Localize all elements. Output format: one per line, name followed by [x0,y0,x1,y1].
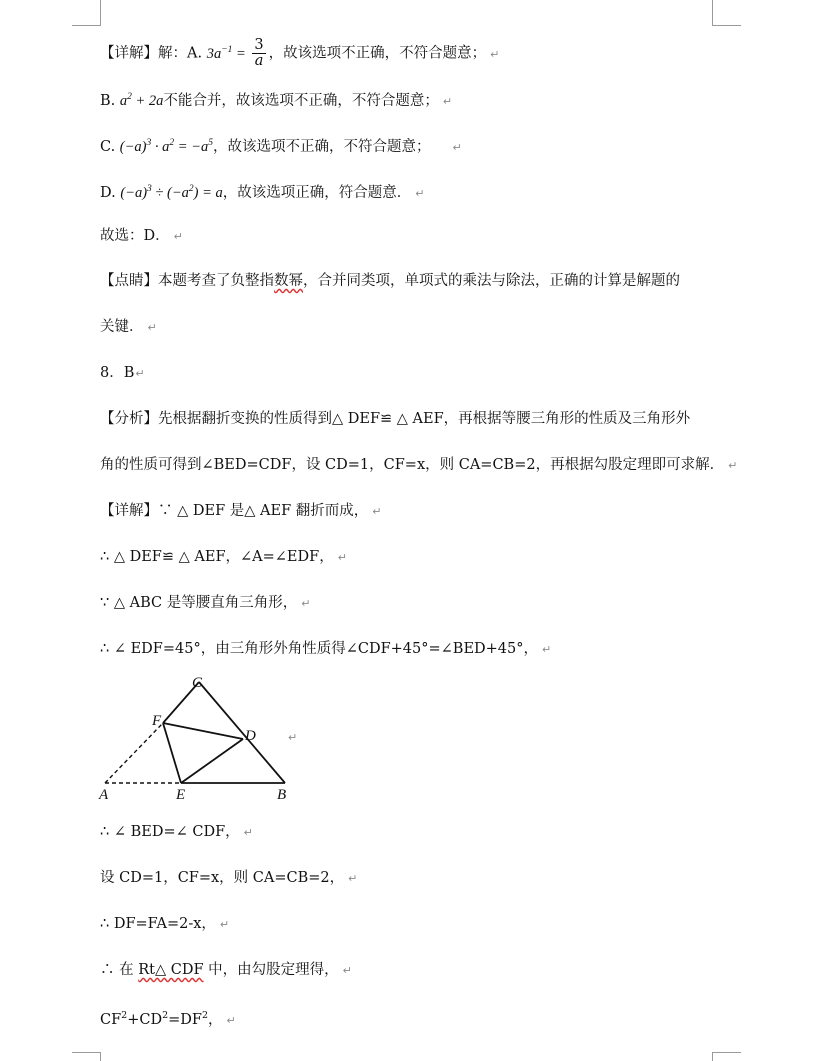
segment-ed [181,739,243,783]
paragraph-mark-icon: ↵ [147,321,157,334]
detail-line-a [100,38,499,69]
label-e: E [176,787,186,802]
solution-line-8: ∴ 在 Rt△ CDF 中，由勾股定理得， ↵ [100,962,352,978]
analysis-line-1: 【分析】先根据翻折变换的性质得到△ DEF≌ △ AEF，再根据等腰三角形的性质及三角形外 [100,411,691,427]
comment-line-2: 关键． ↵ [100,319,157,335]
paragraph-mark-icon: ↵ [173,230,183,243]
paragraph-mark-icon: ↵ [342,964,352,977]
paragraph-mark-icon: ↵ [372,505,382,518]
label-d: D [245,728,256,744]
paragraph-mark-icon: ↵ [452,140,462,154]
solution-line-5: ∴ ∠ BED=∠ CDF， ↵ [100,824,253,840]
fraction: $\frac{3}{a}$ [254,37,264,69]
solution-line-3: ∵ △ ABC 是等腰直角三角形， ↵ [100,595,311,611]
option-a-conclusion: ，故该选项不正确，不符合题意； [268,45,487,62]
label-c: C [192,675,203,691]
paragraph-mark-icon: ↵ [226,1013,236,1027]
label-a: A [99,787,109,802]
paragraph-mark-icon: ↵ [348,872,358,885]
solution-line-1: 【详解】∵ △ DEF 是△ AEF 翻折而成， ↵ [100,503,382,519]
corner-mark-top-right [712,0,741,26]
paragraph-mark-icon: ↵ [415,186,425,200]
paragraph-mark-icon: ↵ [243,826,253,839]
spellcheck-underlined-word: 数幂 [274,273,303,289]
paragraph-mark-icon: ↵ [442,94,453,108]
paragraph-mark-icon: ↵ [301,597,311,610]
label-b: B [277,787,287,802]
detail-line-c: C. $(-a)^3 \cdot a^2 = -a^5$，故该选项不正确，不符合题意； ↵ [100,138,462,155]
solution-line-9: $CF^2+CD^2=DF^2$， ↵ [100,1010,236,1028]
triangle-figure [95,672,310,802]
solution-line-4: ∴ ∠ EDF=45°，由三角形外角性质得∠CDF+45°=∠BED+45°， ↵ [100,641,552,657]
dashed-segment-af [105,723,163,783]
option-a-prefix: 【详解】解：A. [100,45,203,62]
question-number: 8．B↵ [100,365,145,381]
solution-line-2: ∴ △ DEF≌ △ AEF，∠A=∠EDF， ↵ [100,549,347,565]
segment-fd [163,723,243,739]
paragraph-mark-icon: ↵ [490,47,500,61]
paragraph-mark-icon: ↵ [135,367,145,380]
detail-line-d: D. $(-a)^3 \div (-a^2) = a$，故该选项正确，符合题意． ↵ [100,184,425,201]
paragraph-mark-icon: ↵ [337,551,347,564]
analysis-line-2: 角的性质可得到∠BED=CDF，设 CD=1，CF=x，则 CA=CB=2，再根据勾股定理即可求解． ↵ [100,457,738,473]
solution-line-7: ∴ DF=FA=2-x， ↵ [100,916,230,932]
paragraph-mark-icon: ↵ [219,918,230,931]
segment-fe [163,723,181,783]
paragraph-mark-icon: ↵ [542,643,552,656]
corner-mark-top-left [72,0,101,26]
math-expression: $3a^{-1}$ = [206,44,250,62]
paragraph-mark-icon: ↵ [728,459,738,472]
answer-line: 故选：D． ↵ [100,228,183,244]
paragraph-mark-icon: ↵ [288,731,298,744]
solution-line-6: 设 CD=1，CF=x，则 CA=CB=2， ↵ [100,870,358,886]
math-expression: $(-a)^3 \cdot a^2 = -a^5$ [119,138,213,155]
detail-line-b: B. $a^2 + 2a$不能合并，故该选项不正确，不符合题意； ↵ [100,92,453,109]
math-expression: $(-a)^3 \div (-a^2) = a$ [120,184,223,201]
spellcheck-underlined-word: Rt△ CDF [138,962,204,978]
math-expression: $a^2 + 2a$ [119,92,164,109]
comment-line-1: 【点睛】本题考查了负整指数幂，合并同类项，单项式的乘法与除法，正确的计算是解题的 [100,273,680,289]
label-f: F [152,713,162,729]
